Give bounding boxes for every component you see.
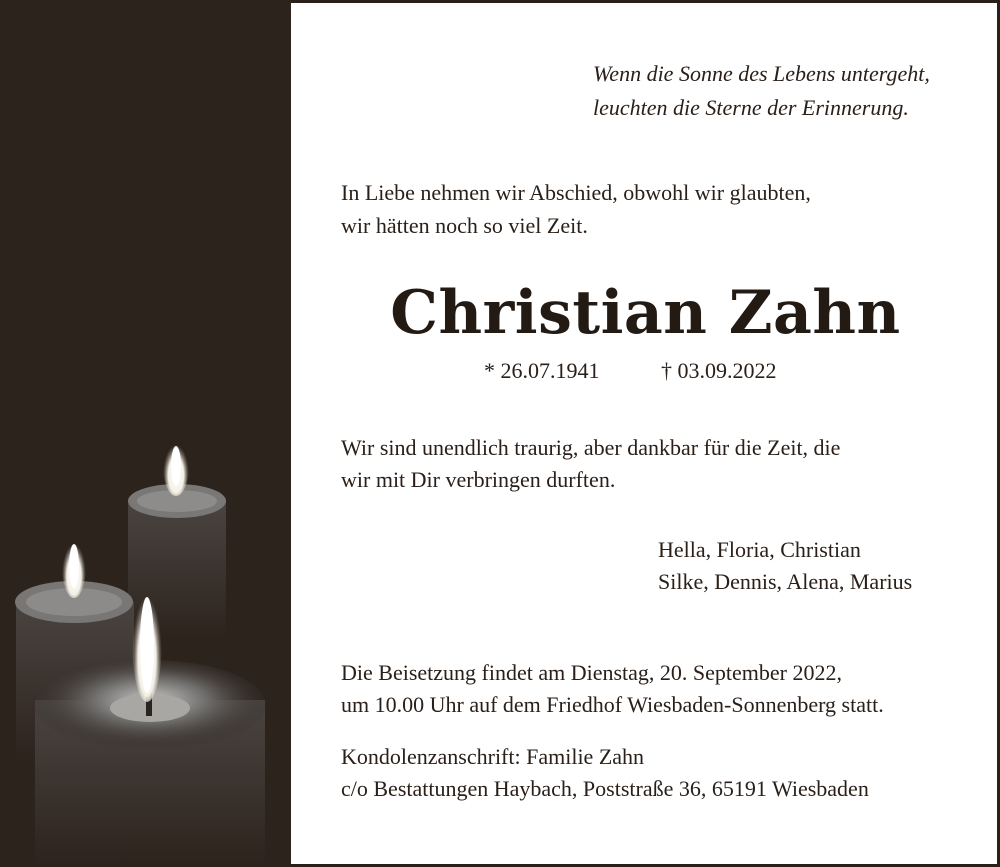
address-line-1: Kondolenzanschrift: Familie Zahn xyxy=(341,744,645,769)
candle-image xyxy=(0,0,291,867)
candles-illustration xyxy=(0,0,291,867)
message-line-2: wir mit Dir verbringen durften. xyxy=(341,467,616,492)
deceased-name: Christian Zahn xyxy=(390,278,901,348)
intro-line-2: wir hätten noch so viel Zeit. xyxy=(341,213,588,238)
address-line-2: c/o Bestattungen Haybach, Poststraße 36, 65191 Wiesbaden xyxy=(341,776,869,801)
motto-line-1: Wenn die Sonne des Lebens untergeht, xyxy=(593,61,930,86)
mourners-line-2: Silke, Dennis, Alena, Marius xyxy=(658,569,913,594)
intro-line-1: In Liebe nehmen wir Abschied, obwohl wir glaubten, xyxy=(341,180,811,205)
funeral-line-1: Die Beisetzung findet am Dienstag, 20. September 2022, xyxy=(341,660,842,685)
motto-line-2: leuchten die Sterne der Erinnerung. xyxy=(593,95,909,120)
obituary-text xyxy=(291,0,1000,867)
mourners-line-1: Hella, Floria, Christian xyxy=(658,537,861,562)
message-line-1: Wir sind unendlich traurig, aber dankbar für die Zeit, die xyxy=(341,435,841,460)
death-date: † 03.09.2022 xyxy=(661,358,777,383)
birth-date: * 26.07.1941 xyxy=(484,358,600,383)
funeral-line-2: um 10.00 Uhr auf dem Friedhof Wiesbaden-Sonnenberg statt. xyxy=(341,692,884,717)
